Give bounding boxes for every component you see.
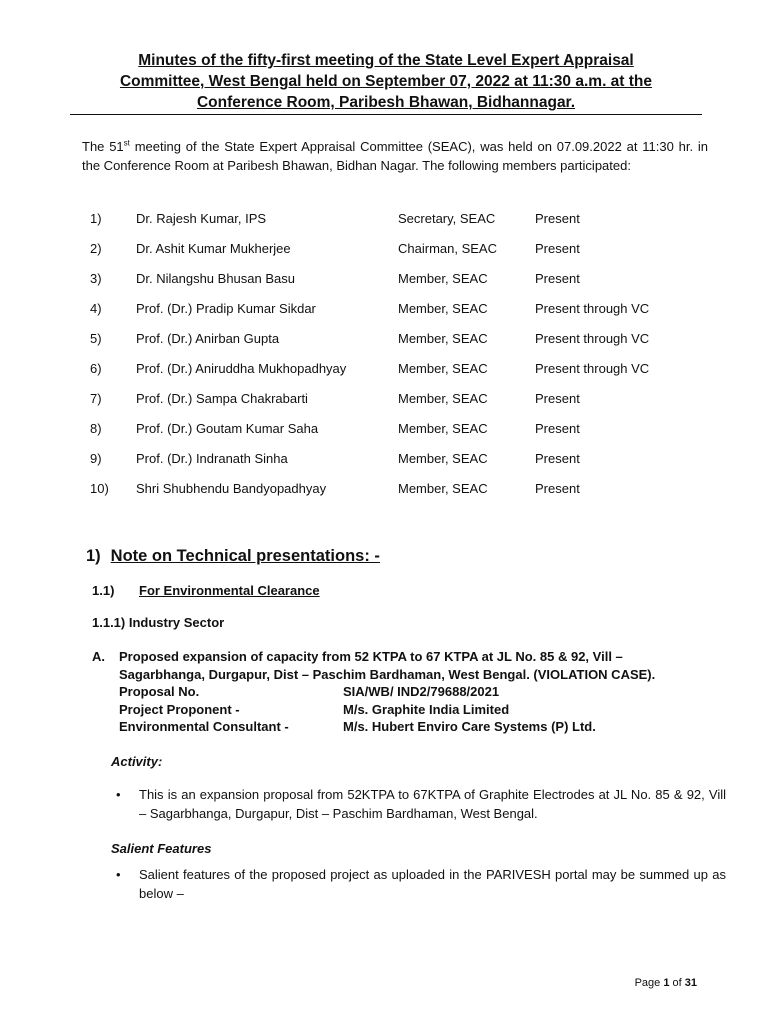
proposal-field bbox=[119, 701, 722, 719]
footer-page-number: 1 bbox=[663, 977, 670, 989]
section-1-number: 1) bbox=[86, 547, 101, 565]
footer-of: of bbox=[669, 977, 685, 989]
field-label: Proposal No. bbox=[119, 684, 200, 699]
member-row bbox=[82, 235, 708, 265]
member-name: Shri Shubhendu Bandyopadhyay bbox=[136, 481, 327, 496]
member-row bbox=[82, 355, 708, 385]
proposal-line-2: Sagarbhanga, Durgapur, Dist – Paschim Bardhaman, West Bengal. (VIOLATION CASE). bbox=[119, 666, 656, 682]
member-number: 4) bbox=[90, 301, 102, 316]
member-number: 6) bbox=[90, 361, 102, 376]
page-footer bbox=[635, 977, 697, 989]
section-1-1-number: 1.1) bbox=[92, 583, 115, 598]
member-name: Dr. Nilangshu Bhusan Basu bbox=[136, 271, 295, 286]
member-status: Present bbox=[535, 271, 580, 286]
intro-pre: The 51 bbox=[82, 139, 124, 154]
member-designation: Secretary, SEAC bbox=[398, 211, 496, 226]
member-number: 2) bbox=[90, 241, 102, 256]
member-status: Present bbox=[535, 241, 580, 256]
activity-text: This is an expansion proposal from 52KTPA to 67KTPA of Graphite Electrodes at JL No. 85 & 92, Vill – Sagarbhanga, Durgapur, Dist – Paschim Bardhaman, West Bengal. bbox=[139, 787, 726, 821]
member-designation: Member, SEAC bbox=[398, 391, 488, 406]
member-number: 9) bbox=[90, 451, 102, 466]
member-designation: Member, SEAC bbox=[398, 331, 488, 346]
member-number: 5) bbox=[90, 331, 102, 346]
field-value: M/s. Graphite India Limited bbox=[343, 701, 510, 717]
section-1-heading bbox=[86, 547, 380, 566]
section-1-1-title: For Environmental Clearance bbox=[139, 583, 320, 598]
member-status: Present through VC bbox=[535, 301, 650, 316]
member-row bbox=[82, 325, 708, 355]
member-row bbox=[82, 385, 708, 415]
proposal-letter: A. bbox=[92, 649, 105, 664]
member-designation: Member, SEAC bbox=[398, 481, 488, 496]
member-row bbox=[82, 475, 708, 505]
title-line-1: Minutes of the fifty-first meeting of the State Level Expert Appraisal bbox=[138, 52, 634, 69]
field-value: SIA/WB/ IND2/79688/2021 bbox=[343, 684, 500, 699]
member-row bbox=[82, 205, 708, 235]
member-number: 3) bbox=[90, 271, 102, 286]
member-number: 7) bbox=[90, 391, 102, 406]
member-designation: Member, SEAC bbox=[398, 271, 488, 286]
intro-post: meeting of the State Expert Appraisal Committee (SEAC), was held on 07.09.2022 at 11:30 hr. in the Conference Room at Paribesh Bhawan, Bidhan Nagar. The following members participated: bbox=[82, 139, 708, 173]
title-line-3: Conference Room, Paribesh Bhawan, Bidhannagar. bbox=[196, 94, 576, 111]
title-line-2: Committee, West Bengal held on September 07, 2022 at 11:30 a.m. at the bbox=[119, 73, 653, 90]
member-name: Prof. (Dr.) Aniruddha Mukhopadhyay bbox=[136, 361, 347, 376]
intro-paragraph bbox=[82, 138, 708, 175]
member-designation: Member, SEAC bbox=[398, 451, 488, 466]
member-status: Present bbox=[535, 481, 580, 496]
footer-total-pages: 31 bbox=[684, 977, 697, 989]
member-status: Present through VC bbox=[535, 361, 650, 376]
field-value: M/s. Hubert Enviro Care Systems (P) Ltd. bbox=[343, 719, 596, 734]
member-name: Prof. (Dr.) Indranath Sinha bbox=[136, 451, 288, 466]
member-designation: Chairman, SEAC bbox=[398, 241, 497, 256]
member-name: Prof. (Dr.) Pradip Kumar Sikdar bbox=[136, 301, 316, 316]
member-name: Dr. Ashit Kumar Mukherjee bbox=[136, 241, 291, 256]
member-name: Dr. Rajesh Kumar, IPS bbox=[136, 211, 267, 226]
intro-sup: st bbox=[123, 138, 130, 148]
field-label: Environmental Consultant - bbox=[119, 719, 289, 734]
activity-heading: Activity: bbox=[111, 754, 163, 769]
member-number: 10) bbox=[90, 481, 109, 496]
salient-heading: Salient Features bbox=[111, 841, 212, 856]
member-row bbox=[82, 265, 708, 295]
member-status: Present through VC bbox=[535, 331, 650, 346]
member-row bbox=[82, 415, 708, 445]
member-row bbox=[82, 295, 708, 325]
member-status: Present bbox=[535, 421, 580, 436]
section-1-title: Note on Technical presentations: - bbox=[110, 547, 380, 565]
proposal-line-1: Proposed expansion of capacity from 52 KTPA to 67 KTPA at JL No. 85 & 92, Vill – bbox=[119, 649, 623, 664]
page-title bbox=[70, 50, 702, 113]
proposal-field bbox=[119, 683, 722, 701]
member-designation: Member, SEAC bbox=[398, 361, 488, 376]
title-divider bbox=[70, 114, 702, 115]
salient-text: Salient features of the proposed project as uploaded in the PARIVESH portal may be summed up as below – bbox=[139, 867, 726, 901]
member-designation: Member, SEAC bbox=[398, 301, 488, 316]
member-row bbox=[82, 445, 708, 475]
bullet-icon: • bbox=[116, 787, 121, 802]
member-name: Prof. (Dr.) Goutam Kumar Saha bbox=[136, 421, 319, 436]
bullet-icon: • bbox=[116, 867, 121, 882]
member-name: Prof. (Dr.) Anirban Gupta bbox=[136, 331, 280, 346]
member-status: Present bbox=[535, 391, 580, 406]
members-list bbox=[82, 205, 708, 505]
member-designation: Member, SEAC bbox=[398, 421, 488, 436]
field-label: Project Proponent - bbox=[119, 701, 240, 717]
member-name: Prof. (Dr.) Sampa Chakrabarti bbox=[136, 391, 308, 406]
member-status: Present bbox=[535, 451, 580, 466]
section-1-1-1-heading: 1.1.1) Industry Sector bbox=[92, 615, 225, 630]
member-number: 1) bbox=[90, 211, 102, 226]
member-number: 8) bbox=[90, 421, 102, 436]
proposal-field bbox=[119, 718, 722, 736]
footer-prefix: Page bbox=[634, 977, 664, 989]
member-status: Present bbox=[535, 211, 580, 226]
